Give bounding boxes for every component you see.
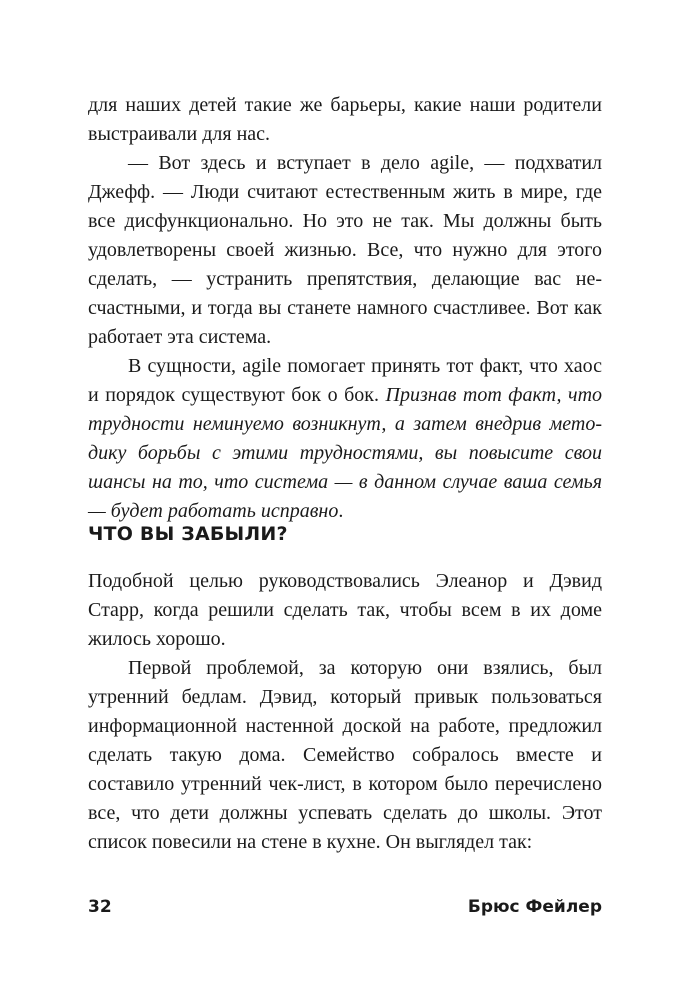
text-block-bottom <box>88 567 602 857</box>
paragraph: Первой проблемой, за которую они взялись, был утренний бедлам. Дэвид, который привык пользоваться информационной настенной доской на работе, предложил сделать такую дома. Семейство собралось вместе и составило утренний чек-лист, в котором было перечислено все, что дети должны успевать сделать до школы. Этот список повесили на стене в кухне. Он выглядел так: <box>88 657 602 853</box>
paragraph: для наших детей такие же барьеры, какие наши родители выстраивали для нас. <box>88 94 602 145</box>
page-number: 32 <box>88 897 112 917</box>
paragraph-regular-text: В сущности, agile помогает принять тот факт, что хаос и порядок существуют бок о бок. <box>88 355 602 406</box>
paragraph-end-text: . <box>338 500 344 522</box>
section-heading: ЧТО ВЫ ЗАБЫЛИ? <box>88 523 288 545</box>
paragraph: Подобной целью руководствовались Элеанор и Дэвид Старр, когда решили сделать так, чтобы всем в их доме жилось хорошо. <box>88 570 602 650</box>
paragraph: — Вот здесь и вступает в дело agile, — подхватил Джефф. — Люди считают естественным жить в мире, где все дисфункционально. Но это не так. Мы должны быть удовлетворены своей жизнью. Все, что нужно для этого сделать, — устранить препятствия, делающие вас несчастными, и тогда вы станете намного счастливее. Вот как работает эта система. <box>88 152 602 348</box>
author-name: Брюс Фейлер <box>467 897 602 917</box>
paragraph <box>88 352 602 526</box>
paragraph-italic-text: Признав тот факт, что трудности неминуемо возникнут, а затем внедрив методику борьбы с этими трудностями, вы повысите свои шансы на то, что система — в данном случае ваша семья — будет работать исправно <box>88 384 603 522</box>
text-block-top <box>88 91 602 526</box>
